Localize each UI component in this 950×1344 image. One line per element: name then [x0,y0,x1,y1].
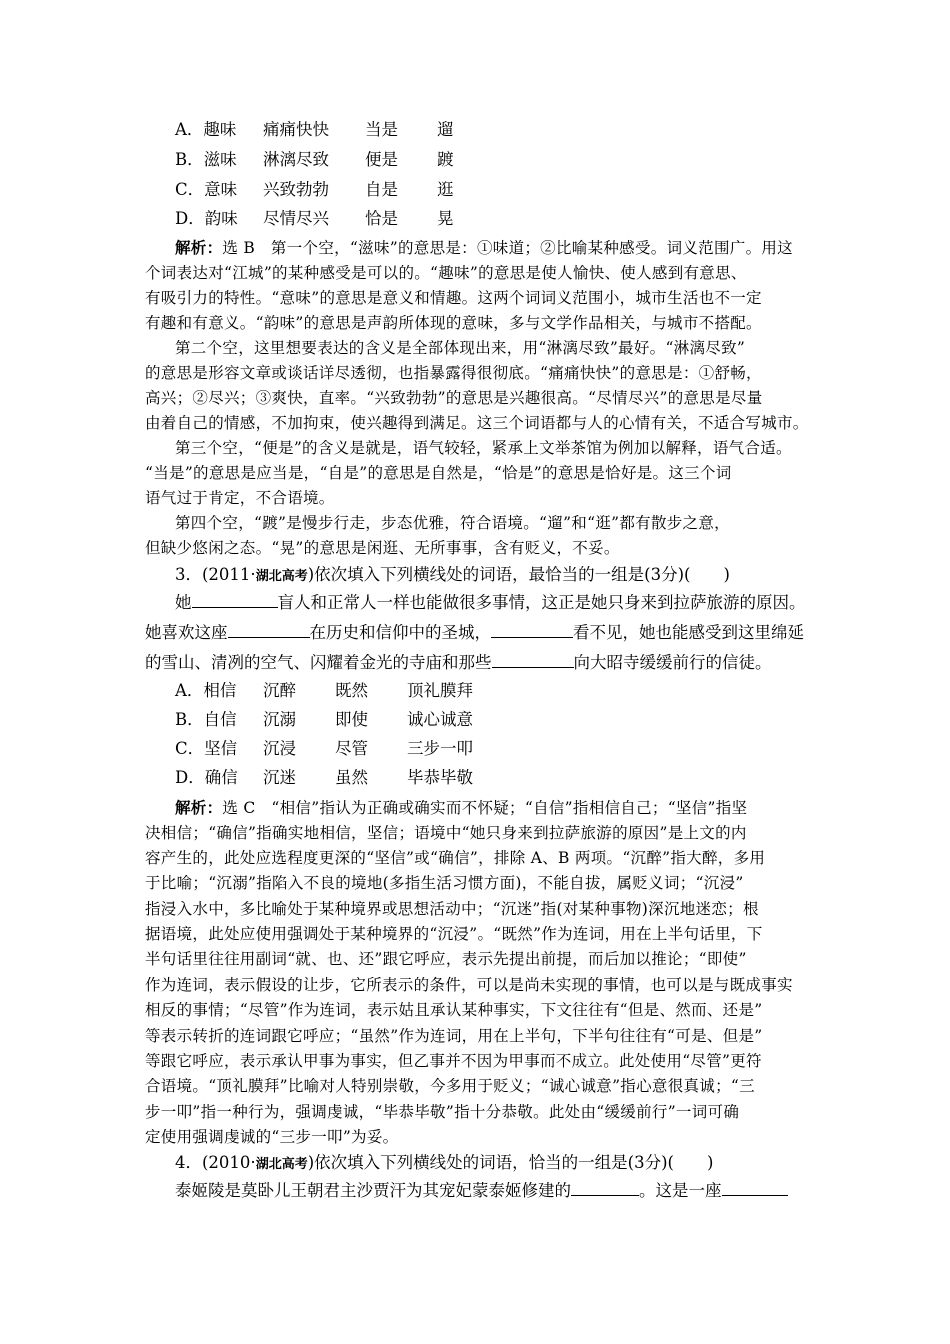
q3-source: 湖北高考 [255,569,308,584]
blank-2 [228,621,310,638]
q3-analysis-line: 于比喻；“沉溺”指陷入不良的境地(多指生活习惯方面)，不能自拔，属贬义词；“沉浸” [145,874,744,892]
q2-option-c: C．意味 兴致勃勃 自是 逛 [175,180,454,199]
q4-passage-line: 泰姬陵是莫卧儿王朝君主沙贾汗为其宠妃蒙泰姬修建的 。这是一座 [175,1179,788,1203]
q3-analysis-line: 定使用强调虔诚的“三步一叩”为妥。 [145,1128,399,1146]
q3-option-a: A．相信 沉醉 既然 顶礼膜拜 [175,681,473,700]
q3-analysis-line: 半句话里往往用副词“就、也、还”跟它呼应，表示先提出前提，而后加以推论；“即使” [145,950,747,968]
analysis-label: 解析： [175,798,223,817]
q2-analysis-line: 的意思是形容文章或谈话详尽透彻，也指暴露得很彻底。“痛痛快快”的意思是：①舒畅， [145,364,762,382]
q2-option-d: D．韵味 尽情尽兴 恰是 晃 [175,209,454,228]
blank-1 [192,591,278,608]
q3-question: 3．(2011·湖北高考)依次填入下列横线处的词语，最恰当的一组是(3分)( ) [175,565,730,584]
q2-analysis-line: “当是”的意思是应当是，“自是”的意思是自然是，“恰是”的意思是恰好是。这三个词 [145,464,732,482]
q2-option-a: A．趣味 痛痛快快 当是 遛 [175,120,454,139]
q3-analysis-line: 等跟它呼应，表示承认甲事为事实，但乙事并不因为甲事而不成立。此处使用“尽管”更符 [145,1052,762,1070]
blank-3 [491,621,573,638]
q3-analysis-line: 等表示转折的连词跟它呼应；“虽然”作为连词，用在上半句，下半句往往有“可是、但是” [145,1027,763,1045]
q2-analysis-line: 第二个空，这里想要表达的含义是全部体现出来，用“淋漓尽致”最好。“淋漓尽致” [175,339,746,357]
q3-analysis-line: 作为连词，表示假设的让步，它所表示的条件，可以是尚未实现的事情，也可以是与既成事实 [145,976,793,994]
q2-analysis-line: 第三个空，“便是”的含义是就是，语气较轻，紧承上文举茶馆为例加以解释，语气合适。 [175,439,792,457]
q3-option-c: C．坚信 沉浸 尽管 三步一叩 [175,739,473,758]
blank-2 [722,1179,788,1196]
q4-source: 湖北高考 [255,1157,308,1172]
q3-analysis-line: 据语境，此处应使用强调处于某种境界的“沉浸”。“既然”作为连词，用在上半句话里，下 [145,925,763,943]
analysis-label: 解析： [175,238,223,257]
q2-analysis-line: 有吸引力的特性。“意味”的意思是意义和情趣。这两个词词义范围小，城市生活也不一定 [145,289,762,307]
q2-option-b: B．滋味 淋漓尽致 便是 踱 [175,150,454,169]
q3-passage-line: 的雪山、清冽的空气、闪耀着金光的寺庙和那些 向大昭寺缓缓前行的信徒。 [145,653,772,672]
q2-analysis-line: 语气过于肯定，不合语境。 [145,489,335,507]
q3-option-d: D．确信 沉迷 虽然 毕恭毕敬 [175,768,473,787]
q2-analysis-line: 但缺少悠闲之态。“晃”的意思是闲逛、无所事事，含有贬义，不妥。 [145,539,620,557]
q2-analysis-line: 由着自己的情感，不加拘束，使兴趣得到满足。这三个词语都与人的心情有关，不适合写城市。 [145,414,809,432]
q3-analysis-line: 步一叩”指一种行为，强调虔诚，“毕恭毕敬”指十分恭敬。此处由“缓缓前行”一词可确 [145,1103,740,1121]
q3-analysis-line: 解析：选 C “相信”指认为正确或确实而不怀疑；“自信”指相信自己；“坚信”指坚 [175,798,748,817]
q2-analysis-line: 个词表达对“江城”的某种感受是可以的。“趣味”的意思是使人愉快、使人感到有意思、 [145,264,747,282]
q3-analysis-line: 指浸入水中，多比喻处于某种境界或思想活动中；“沉迷”指(对某种事物)深沉地迷恋；根 [145,900,759,918]
q3-analysis-line: 决相信；“确信”指确实地相信，坚信；语境中“她只身来到拉萨旅游的原因”是上文的内 [145,824,747,842]
q3-analysis-line: 相反的事情；“尽管”作为连词，表示姑且承认某种事实，下文往往有“但是、然而、还是” [145,1001,763,1019]
q3-passage-line: 她 盲人和正常人一样也能做很多事情，这正是她只身来到拉萨旅游的原因。 [175,593,806,612]
q3-passage-line: 她喜欢这座 在历史和信仰中的圣城， 看不见，她也能感受到这里绵延 [145,623,804,642]
blank-1 [571,1179,639,1196]
q2-analysis-line: 第四个空，“踱”是慢步行走，步态优雅，符合语境。“遛”和“逛”都有散步之意， [175,514,730,532]
q2-analysis-line: 高兴；②尽兴；③爽快，直率。“兴致勃勃”的意思是兴趣很高。“尽情尽兴”的意思是尽量 [145,389,763,407]
q3-analysis-line: 容产生的，此处应选程度更深的“坚信”或“确信”，排除 A、B 两项。“沉醉”指大醉，多用 [145,849,766,867]
q2-analysis-line: 有趣和有意义。“韵味”的意思是声韵所体现的意味，多与文学作品相关，与城市不搭配。 [145,314,762,332]
blank-4 [492,651,574,668]
q3-option-b: B．自信 沉溺 即使 诚心诚意 [175,710,473,729]
q2-analysis-line: 解析：选 B 第一个空，“滋味”的意思是：①味道；②比喻某种感受。词义范围广。用这 [175,238,793,257]
q4-question: 4．(2010·湖北高考)依次填入下列横线处的词语，恰当的一组是(3分)( ) [175,1153,714,1172]
q3-analysis-line: 合语境。“顶礼膜拜”比喻对人特别崇敬，今多用于贬义；“诚心诚意”指心意很真诚；“三 [145,1077,755,1095]
